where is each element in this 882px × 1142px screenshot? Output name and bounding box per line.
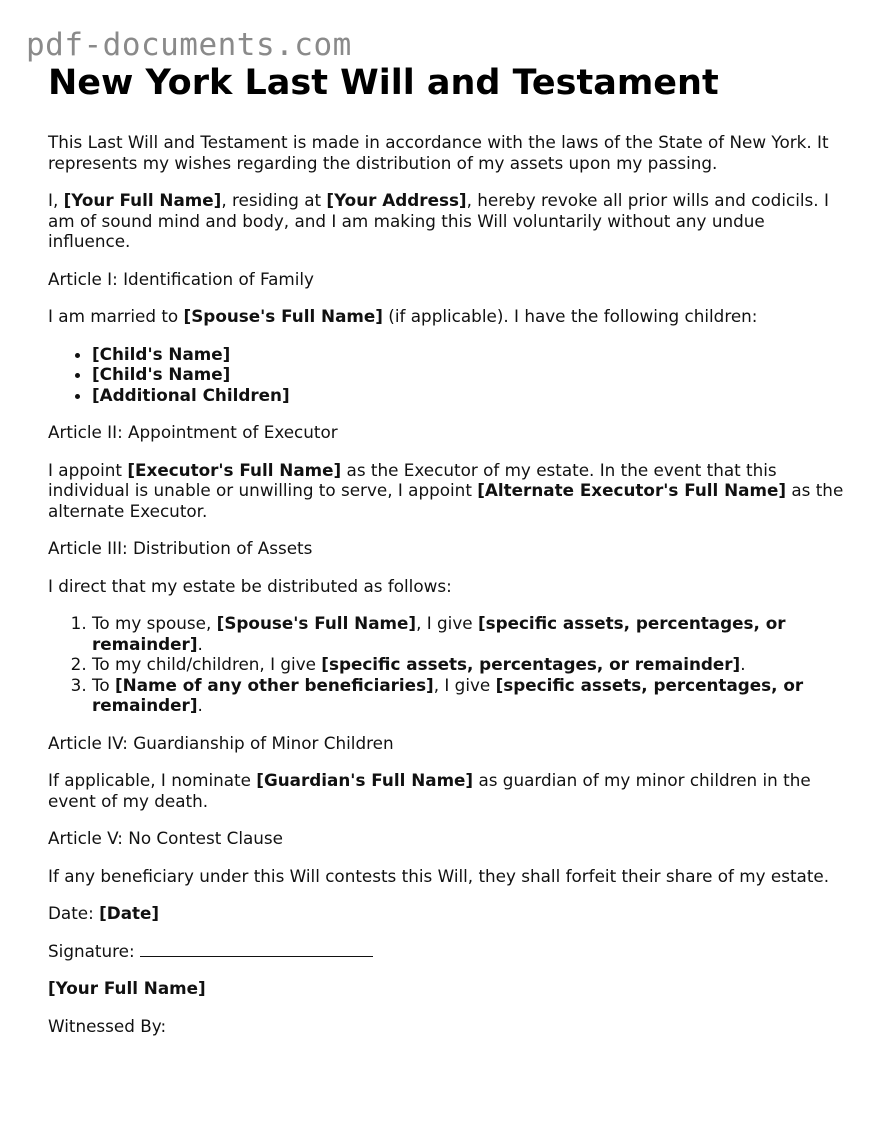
signature-field[interactable] xyxy=(140,941,373,957)
date-line xyxy=(48,903,848,924)
distribution-text: . xyxy=(197,633,203,654)
list-item xyxy=(92,654,848,675)
distribution-list xyxy=(48,613,848,716)
assets-placeholder: [specific assets, percentages, or remainder] xyxy=(92,613,786,654)
child-name-placeholder: [Child's Name] xyxy=(92,364,231,384)
declaration-paragraph xyxy=(48,190,848,252)
document-title: New York Last Will and Testament xyxy=(48,63,719,103)
article-4-heading: Article IV: Guardianship of Minor Children xyxy=(48,732,394,753)
list-item xyxy=(92,344,848,365)
article-3-heading: Article III: Distribution of Assets xyxy=(48,538,313,558)
document-page xyxy=(48,60,848,1053)
no-contest-paragraph: If any beneficiary under this Will contests this Will, they shall forfeit their share of my estate. xyxy=(48,865,830,886)
executor-text: as the Executor of my estate. In the event that this individual is unable or unwilling to serve, I appoint xyxy=(48,459,777,500)
child-name-placeholder: [Child's Name] xyxy=(92,343,231,364)
additional-children-placeholder: [Additional Children] xyxy=(92,384,290,405)
assets-placeholder: [specific assets, percentages, or remainder] xyxy=(92,674,804,715)
guardian-paragraph xyxy=(48,770,848,811)
distribution-text: To my child/children, I give xyxy=(92,654,322,674)
distribution-text: , I give xyxy=(416,613,478,633)
alternate-executor-placeholder: [Alternate Executor's Full Name] xyxy=(477,480,787,500)
executor-name-placeholder: [Executor's Full Name] xyxy=(127,459,342,480)
distribution-text: . xyxy=(740,654,746,674)
family-paragraph xyxy=(48,306,848,327)
article-2-heading: Article II: Appointment of Executor xyxy=(48,422,338,442)
distribution-text: . xyxy=(197,695,203,715)
executor-text: I appoint xyxy=(48,459,128,480)
article-1-heading: Article I: Identification of Family xyxy=(48,268,314,289)
beneficiary-name-placeholder: [Name of any other beneficiaries] xyxy=(115,674,434,695)
witness-label: Witnessed By: xyxy=(48,1015,167,1036)
family-text: I am married to xyxy=(48,306,184,326)
list-item xyxy=(92,675,848,716)
assets-placeholder: [specific assets, percentages, or remainder] xyxy=(321,654,741,674)
signer-name xyxy=(48,978,848,999)
signature-label: Signature: xyxy=(48,940,140,961)
distribution-lead: I direct that my estate be distributed as follows: xyxy=(48,575,452,596)
testator-name-placeholder: [Your Full Name] xyxy=(63,190,222,210)
distribution-text: To xyxy=(92,674,115,695)
signer-name-placeholder: [Your Full Name] xyxy=(48,978,206,998)
distribution-text: , I give xyxy=(433,674,496,695)
distribution-text: To my spouse, xyxy=(92,613,217,633)
executor-text: as the alternate Executor. xyxy=(48,480,844,521)
declaration-text: , hereby revoke all prior wills and codicils. I am of sound mind and body, and I am making this Will voluntarily without any undue influence. xyxy=(48,190,829,251)
intro-paragraph: This Last Will and Testament is made in accordance with the laws of the State of New York. It represents my wishes regarding the distribution of my assets upon my passing. xyxy=(48,132,829,173)
article-5-heading: Article V: No Contest Clause xyxy=(48,828,283,848)
spouse-name-placeholder: [Spouse's Full Name] xyxy=(183,306,383,326)
watermark: pdf-documents.com xyxy=(26,27,352,63)
list-item xyxy=(92,364,848,385)
executor-paragraph xyxy=(48,460,848,522)
children-list xyxy=(48,344,848,406)
list-item xyxy=(92,385,848,406)
spouse-name-placeholder: [Spouse's Full Name] xyxy=(216,613,417,633)
date-placeholder: [Date] xyxy=(99,903,160,923)
testator-address-placeholder: [Your Address] xyxy=(326,190,467,210)
declaration-text: I, xyxy=(48,190,64,210)
declaration-text: , residing at xyxy=(221,190,327,210)
family-text: (if applicable). I have the following children: xyxy=(382,306,758,326)
date-label: Date: xyxy=(48,903,100,923)
guardian-text: If applicable, I nominate xyxy=(48,770,257,790)
guardian-name-placeholder: [Guardian's Full Name] xyxy=(256,770,474,790)
list-item xyxy=(92,613,848,654)
guardian-text: as guardian of my minor children in the event of my death. xyxy=(48,770,811,811)
signature-line xyxy=(48,941,848,962)
